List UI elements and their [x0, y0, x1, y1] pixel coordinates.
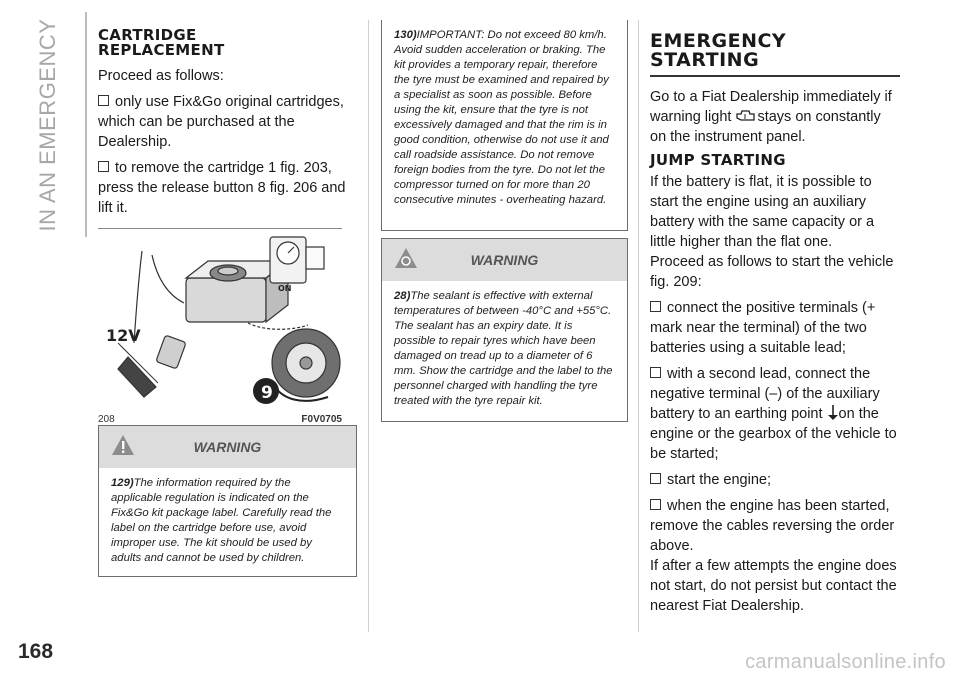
page-number: 168: [18, 640, 54, 663]
bullet-box-icon: [98, 161, 109, 172]
warning-text: 129)The information required by the applicable regulation is indicated on the Fix&Go kit package label. Carefully read the label on the cartridge before use, avoid improper use. The kit should be used by adults and cannot be used by children.: [111, 477, 332, 564]
warning-text: 28)The sealant is effective with external temperatures of between -40°C and +55°C. The sealant has an expiry date. It is possible to repair tyres which have been damaged on tread up to a diameter of 6 mm. Show the cartridge and the label to the personnel charged with handling the tyre treated with the tyre repair kit.: [394, 290, 613, 407]
warning-box-130: [381, 20, 628, 231]
figure-code: F0V0705: [301, 414, 342, 425]
engine-warning-light-icon: [735, 108, 757, 124]
svg-text:ON: ON: [278, 284, 292, 293]
bullet-item: start the engine;: [650, 470, 900, 490]
warning-header: [382, 239, 627, 281]
section-side-title: IN AN EMERGENCY: [35, 18, 60, 232]
column-divider: [638, 20, 639, 632]
jump-starting-heading: JUMP STARTING: [650, 151, 786, 169]
warning-box-28: [381, 238, 628, 422]
intro-text: Proceed as follows:: [98, 68, 224, 84]
column-divider: [368, 20, 369, 632]
paragraph: Proceed as follows to start the vehicle fig. 209:: [650, 254, 894, 290]
paragraph: If after a few attempts the engine does not start, do not persist but contact the nearest Fiat Dealership.: [650, 558, 897, 614]
paragraph: If the battery is flat, it is possible to start the engine using an auxiliary battery with the same capacity or a little higher than the flat one.: [650, 174, 875, 250]
emergency-starting-heading: EMERGENCY STARTING: [650, 30, 787, 71]
figure-number: 208: [98, 414, 115, 425]
tyre-repair-kit-illustration: [98, 233, 342, 411]
bullet-box-icon: [650, 367, 661, 378]
warning-title: WARNING: [193, 439, 262, 455]
bullet-box-icon: [650, 301, 661, 312]
warning-text: 130)IMPORTANT: Do not exceed 80 km/h. Avoid sudden acceleration or braking. The kit provides a temporary repair, therefore the tyre must be examined and repaired by a specialist as soon as possible. Before using the kit, ensure that the tyre is not excessively damaged and that the rim is in good condition, otherwise do not use it and call roadside assistance. Do not remove foreign bodies from the tyre. Do not let the compressor turned on for more than 20 consecutive minutes - overheating hazard.: [394, 29, 609, 206]
bullet-item: when the engine has been started, remove the cables reversing the order above.: [650, 498, 895, 554]
bullet-box-icon: [650, 499, 661, 510]
warning-title: WARNING: [470, 252, 539, 268]
cartridge-replacement-heading: CARTRIDGE REPLACEMENT: [98, 26, 225, 59]
svg-text:12V: 12V: [106, 326, 141, 345]
warning-header: [99, 426, 356, 468]
heading-rule: [650, 75, 900, 77]
bullet-box-icon: [98, 95, 109, 106]
side-rule: [85, 12, 87, 237]
figure-208: [98, 228, 342, 427]
emergency-starting-section: [650, 32, 900, 622]
bullet-item: connect the positive terminals (+ mark near the terminal) of the two batteries using a suitable lead;: [650, 300, 876, 356]
earth-ground-icon: [827, 405, 839, 421]
cartridge-replacement-section: [98, 28, 354, 427]
watermark: carmanualsonline.info: [745, 651, 946, 673]
bullet-box-icon: [650, 473, 661, 484]
bullet-item: to remove the cartridge 1 fig. 203, press the release button 8 fig. 206 and lift it.: [98, 160, 346, 216]
bullet-item: only use Fix&Go original cartridges, which can be purchased at the Dealership.: [98, 94, 344, 150]
intro-paragraph: Go to a Fiat Dealership immediately if warning light stays on constantly on the instrument panel.: [650, 89, 892, 145]
svg-text:9: 9: [261, 383, 273, 403]
bullet-item: with a second lead, connect the negative terminal (–) of the auxiliary battery to an earthing point on the engine or the gearbox of the vehicle to be started;: [650, 366, 897, 462]
warning-box-129: [98, 425, 357, 577]
